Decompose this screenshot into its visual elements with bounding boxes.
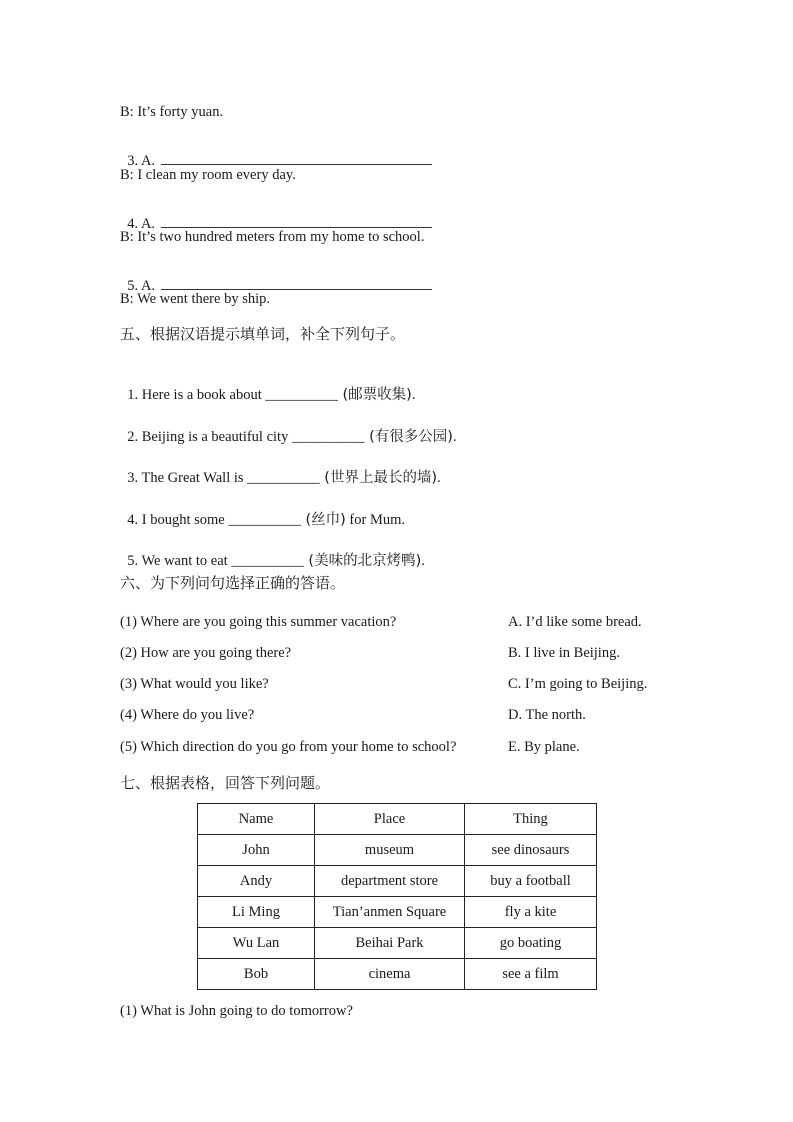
fill-item (120, 451, 441, 487)
table-cell: fly a kite (465, 897, 597, 928)
item-text: . (411, 387, 416, 403)
item-text: 4. I bought some (127, 512, 229, 528)
fill-item (120, 410, 457, 446)
dialogue-label: 4. A. (127, 216, 156, 232)
question-item: (1) Where are you going this summer vacation? (120, 614, 397, 630)
header-cell: Name (198, 804, 315, 835)
fill-blank[interactable]: __________ (228, 512, 301, 528)
fill-item (120, 534, 425, 570)
table-cell: Wu Lan (198, 928, 315, 959)
chinese-hint: (有很多公园) (364, 429, 453, 445)
item-text: 2. Beijing is a beautiful city (127, 429, 292, 445)
fill-blank[interactable]: __________ (247, 470, 320, 486)
item-text: for Mum. (345, 512, 405, 528)
table-cell: Tian’anmen Square (315, 897, 465, 928)
chinese-hint: (邮票收集) (337, 387, 412, 403)
item-text: 3. The Great Wall is (127, 470, 248, 486)
item-text: 1. Here is a book about (127, 387, 266, 403)
fill-blank[interactable]: __________ (265, 387, 338, 403)
table-cell: department store (315, 866, 465, 897)
question-item: (4) Where do you live? (120, 707, 255, 723)
table-row (198, 928, 597, 959)
fill-blank[interactable]: __________ (291, 429, 365, 445)
dialogue-line-a (120, 134, 432, 170)
dialogue-label: 5. A. (127, 278, 156, 294)
section-heading-6: 六、为下列问句选择正确的答语。 (120, 574, 346, 592)
table-cell: Li Ming (198, 897, 315, 928)
answer-option: A. I’d like some bread. (508, 614, 642, 630)
answer-blank[interactable] (161, 277, 432, 290)
item-text: . (421, 553, 425, 569)
section-heading-5: 五、根据汉语提示填单词，补全下列句子。 (120, 325, 406, 343)
question-item: (5) Which direction do you go from your home to school? (120, 739, 457, 755)
table-cell: buy a football (465, 866, 597, 897)
table-row (198, 959, 597, 990)
answer-option: D. The north. (508, 707, 586, 723)
table-row (198, 897, 597, 928)
table-row (198, 866, 597, 897)
item-text: 5. We want to eat (127, 553, 232, 569)
table-row (198, 835, 597, 866)
chinese-hint: (美味的北京烤鸭) (303, 553, 422, 569)
header-cell: Place (315, 804, 465, 835)
table-cell: museum (315, 835, 465, 866)
chinese-hint: (世界上最长的墙) (319, 470, 438, 486)
question-item: (3) What would you like? (120, 676, 269, 692)
dialogue-line-b: B: It’s two hundred meters from my home to school. (120, 229, 425, 245)
table-cell: Bob (198, 959, 315, 990)
question-item: (2) How are you going there? (120, 645, 292, 661)
fill-blank[interactable]: __________ (231, 553, 304, 569)
table-cell: cinema (315, 959, 465, 990)
table-cell: see dinosaurs (465, 835, 597, 866)
dialogue-label: 3. A. (127, 153, 156, 169)
dialogue-line-b: B: We went there by ship. (120, 291, 270, 307)
answer-option: E. By plane. (508, 739, 580, 755)
dialogue-line-b: B: It’s forty yuan. (120, 104, 224, 120)
answer-blank[interactable] (161, 152, 432, 165)
table-cell: Beihai Park (315, 928, 465, 959)
fill-item (120, 368, 415, 404)
table-cell: go boating (465, 928, 597, 959)
fill-item (120, 493, 405, 529)
item-text: . (452, 429, 457, 445)
table-header-row (198, 804, 597, 835)
question-item: (1) What is John going to do tomorrow? (120, 1003, 353, 1019)
dialogue-line-b: B: I clean my room every day. (120, 167, 296, 183)
info-table (197, 803, 597, 990)
answer-blank[interactable] (161, 215, 432, 228)
chinese-hint: (丝巾) (300, 512, 346, 528)
section-heading-7: 七、根据表格，回答下列问题。 (120, 774, 331, 792)
answer-option: B. I live in Beijing. (508, 645, 620, 661)
table-cell: John (198, 835, 315, 866)
answer-option: C. I’m going to Beijing. (508, 676, 648, 692)
header-cell: Thing (465, 804, 597, 835)
table-cell: see a film (465, 959, 597, 990)
item-text: . (437, 470, 441, 486)
table-cell: Andy (198, 866, 315, 897)
